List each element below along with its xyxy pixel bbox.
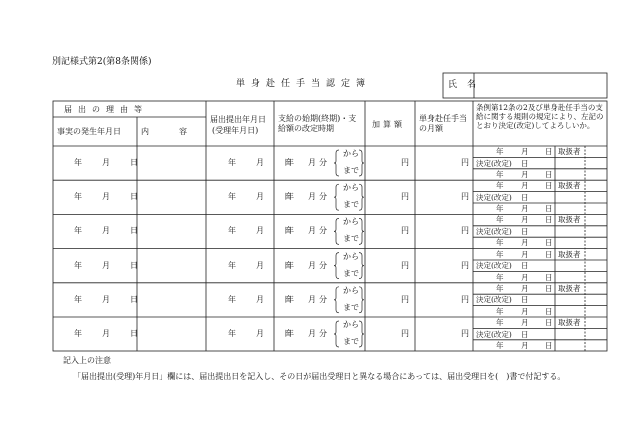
decision-nen-3: 年 bbox=[496, 306, 504, 316]
period-from: から bbox=[343, 285, 359, 295]
decision-hi-2: 日 bbox=[521, 226, 529, 236]
decision-nen-1: 年 bbox=[496, 215, 504, 225]
handler-label: 取扱者 bbox=[558, 147, 581, 156]
decision-nen-3: 年 bbox=[496, 170, 504, 179]
submit-date: 年 月 日 bbox=[228, 294, 298, 304]
decided-label: 決定(改定) bbox=[476, 295, 512, 305]
decision-nen-3: 年 bbox=[496, 341, 504, 350]
decision-nen-1: 年 bbox=[496, 147, 504, 156]
period-to: まで bbox=[343, 337, 359, 346]
header-period: 支給の始期(終期)・支給額の改定時期 bbox=[278, 114, 357, 133]
submit-date: 年 月 日 bbox=[228, 192, 298, 202]
monthly-yen: 円 bbox=[461, 260, 469, 270]
submit-date: 年 月 日 bbox=[228, 329, 298, 338]
extra-yen: 円 bbox=[401, 226, 409, 236]
decided-label: 決定(改定) bbox=[476, 261, 512, 271]
period-from: から bbox=[343, 183, 359, 193]
header-submit-date: 届出提出年月日 bbox=[210, 115, 266, 124]
decision-hi-1: 日 bbox=[545, 318, 553, 327]
decision-hi-1: 日 bbox=[545, 181, 553, 191]
period-from: から bbox=[343, 149, 359, 158]
submit-date: 年 月 日 bbox=[228, 158, 298, 167]
decision-hi-2: 日 bbox=[521, 261, 529, 271]
period-month: 年 月分 bbox=[286, 226, 330, 236]
decision-tsuki-3: 月 bbox=[521, 170, 529, 179]
decision-nen-1: 年 bbox=[496, 249, 504, 259]
handler-label: 取扱者 bbox=[558, 283, 581, 293]
monthly-yen: 円 bbox=[461, 226, 469, 236]
decision-hi-3: 日 bbox=[545, 238, 553, 248]
decision-hi-1: 日 bbox=[545, 147, 553, 156]
decided-label: 決定(改定) bbox=[476, 226, 512, 236]
monthly-yen: 円 bbox=[461, 329, 469, 338]
notes-title: 記入上の注意 bbox=[63, 356, 111, 365]
header-submit-date-sub: (受理年月日) bbox=[212, 126, 259, 135]
decision-hi-3: 日 bbox=[545, 170, 553, 179]
period-from: から bbox=[343, 320, 359, 329]
decision-tsuki-1: 月 bbox=[521, 181, 529, 191]
event-date: 年 月 日 bbox=[74, 192, 144, 202]
period-to: まで bbox=[343, 268, 359, 278]
handler-label: 取扱者 bbox=[558, 249, 581, 259]
decision-hi-2: 日 bbox=[521, 295, 529, 305]
monthly-yen: 円 bbox=[461, 192, 469, 202]
extra-yen: 円 bbox=[401, 158, 409, 167]
decision-nen-3: 年 bbox=[496, 238, 504, 248]
handler-label: 取扱者 bbox=[558, 318, 581, 327]
event-date: 年 月 日 bbox=[74, 294, 144, 304]
extra-yen: 円 bbox=[401, 294, 409, 304]
name-label: 氏名 bbox=[448, 80, 487, 90]
decision-hi-3: 日 bbox=[545, 272, 553, 282]
decision-tsuki-1: 月 bbox=[521, 318, 529, 327]
decision-nen-1: 年 bbox=[496, 181, 504, 191]
period-month: 年 月分 bbox=[286, 329, 330, 338]
header-extra-amount: 加算額 bbox=[372, 120, 405, 129]
decision-hi-3: 日 bbox=[545, 306, 553, 316]
decided-label: 決定(改定) bbox=[476, 329, 512, 339]
header-reason-group: 届出の理由等 bbox=[64, 105, 148, 114]
decision-tsuki-3: 月 bbox=[521, 204, 529, 214]
decision-nen-1: 年 bbox=[496, 283, 504, 293]
extra-yen: 円 bbox=[401, 329, 409, 338]
form-id: 別記様式第2(第8条関係) bbox=[52, 57, 152, 67]
decision-hi-1: 日 bbox=[545, 215, 553, 225]
decided-label: 決定(改定) bbox=[476, 192, 512, 202]
decision-hi-2: 日 bbox=[521, 329, 529, 339]
event-date: 年 月 日 bbox=[74, 329, 144, 338]
notes-text: 「届出提出(受理)年月日」欄には、届出提出日を記入し、その日が届出受理日と異なる場合にあっては、届出受理日を( )書で付記する。 bbox=[73, 372, 566, 381]
header-decision: 条例第12条の2及び単身赴任手当の支給に関する規則の規定により、左記のとおり決定(改定)してよろしいか。 bbox=[476, 103, 604, 130]
monthly-yen: 円 bbox=[461, 158, 469, 167]
decision-hi-3: 日 bbox=[545, 204, 553, 214]
decision-hi-2: 日 bbox=[521, 158, 529, 168]
period-to: まで bbox=[343, 166, 359, 175]
event-date: 年 月 日 bbox=[74, 226, 144, 236]
period-from: から bbox=[343, 217, 359, 227]
decision-tsuki-1: 月 bbox=[521, 147, 529, 156]
period-month: 年 月分 bbox=[286, 260, 330, 270]
decision-hi-1: 日 bbox=[545, 283, 553, 293]
decision-tsuki-1: 月 bbox=[521, 283, 529, 293]
decision-hi-3: 日 bbox=[545, 341, 553, 350]
header-content: 内容 bbox=[141, 127, 217, 136]
period-from: から bbox=[343, 251, 359, 261]
decided-label: 決定(改定) bbox=[476, 158, 512, 168]
decision-hi-1: 日 bbox=[545, 249, 553, 259]
handler-label: 取扱者 bbox=[558, 181, 581, 191]
header-monthly-amount: 単身赴任手当の月額 bbox=[419, 114, 467, 133]
period-to: まで bbox=[343, 200, 359, 210]
submit-date: 年 月 日 bbox=[228, 226, 298, 236]
handler-label: 取扱者 bbox=[558, 215, 581, 225]
period-to: まで bbox=[343, 234, 359, 244]
event-date: 年 月 日 bbox=[74, 260, 144, 270]
decision-tsuki-1: 月 bbox=[521, 249, 529, 259]
decision-nen-3: 年 bbox=[496, 204, 504, 214]
decision-nen-1: 年 bbox=[496, 318, 504, 327]
decision-tsuki-3: 月 bbox=[521, 306, 529, 316]
decision-tsuki-3: 月 bbox=[521, 238, 529, 248]
period-month: 年 月分 bbox=[286, 158, 330, 167]
period-month: 年 月分 bbox=[286, 192, 330, 202]
header-event-date: 事実の発生年月日 bbox=[57, 127, 121, 136]
form-title: 単身赴任手当認定簿 bbox=[236, 79, 372, 89]
decision-nen-3: 年 bbox=[496, 272, 504, 282]
decision-tsuki-1: 月 bbox=[521, 215, 529, 225]
period-to: まで bbox=[343, 302, 359, 312]
submit-date: 年 月 日 bbox=[228, 260, 298, 270]
decision-tsuki-3: 月 bbox=[521, 341, 529, 350]
decision-hi-2: 日 bbox=[521, 192, 529, 202]
period-month: 年 月分 bbox=[286, 294, 330, 304]
decision-tsuki-3: 月 bbox=[521, 272, 529, 282]
event-date: 年 月 日 bbox=[74, 158, 144, 167]
extra-yen: 円 bbox=[401, 260, 409, 270]
extra-yen: 円 bbox=[401, 192, 409, 202]
monthly-yen: 円 bbox=[461, 294, 469, 304]
